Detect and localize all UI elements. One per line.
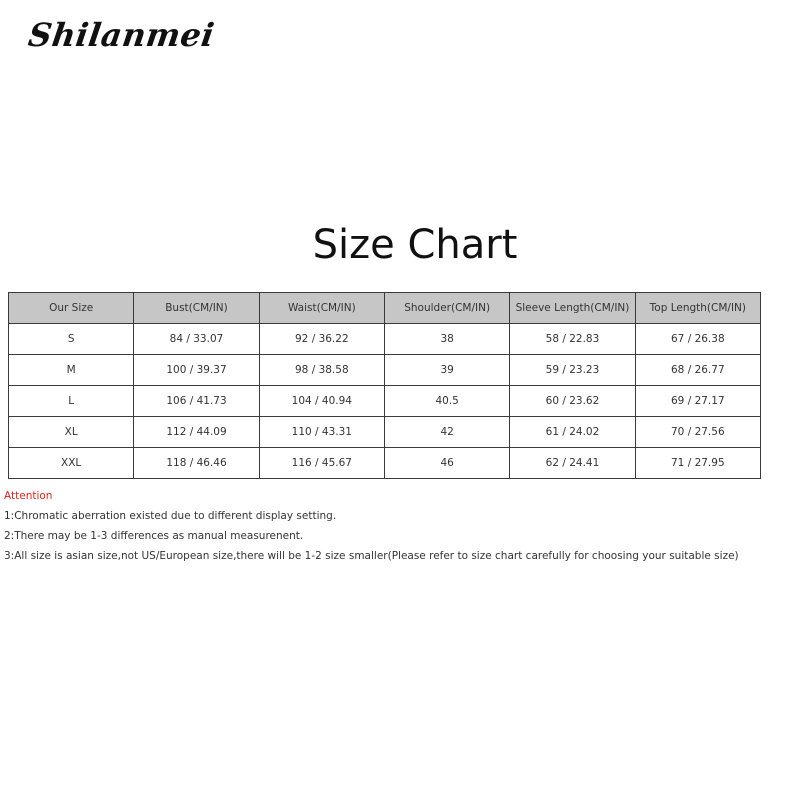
- page-title: Size Chart: [312, 222, 518, 268]
- table-cell-sleeve-length: 61 / 24.02: [510, 417, 635, 448]
- table-cell-size: L: [9, 386, 134, 417]
- table-cell-bust: 100 / 39.37: [134, 355, 259, 386]
- table-cell-size: M: [9, 355, 134, 386]
- table-row: [9, 324, 761, 355]
- table-cell-shoulder: 38: [384, 324, 509, 355]
- note-line-asian-size: 3:All size is asian size,not US/European size,there will be 1-2 size smaller(Please refer to size chart carefully for choosing your suitable size): [4, 550, 739, 562]
- column-header-size: Our Size: [9, 293, 134, 324]
- table-cell-size: XL: [9, 417, 134, 448]
- table-cell-waist: 104 / 40.94: [259, 386, 384, 417]
- table-cell-sleeve-length: 59 / 23.23: [510, 355, 635, 386]
- table-cell-size: S: [9, 324, 134, 355]
- column-header-bust: Bust(CM/IN): [134, 293, 259, 324]
- table-cell-sleeve-length: 62 / 24.41: [510, 448, 635, 479]
- table-cell-waist: 98 / 38.58: [259, 355, 384, 386]
- table-header-row: [9, 293, 761, 324]
- table-cell-bust: 84 / 33.07: [134, 324, 259, 355]
- table-cell-top-length: 67 / 26.38: [635, 324, 760, 355]
- table-cell-top-length: 68 / 26.77: [635, 355, 760, 386]
- table-cell-top-length: 69 / 27.17: [635, 386, 760, 417]
- table-cell-shoulder: 40.5: [384, 386, 509, 417]
- table-cell-top-length: 71 / 27.95: [635, 448, 760, 479]
- table-cell-bust: 112 / 44.09: [134, 417, 259, 448]
- table-cell-waist: 110 / 43.31: [259, 417, 384, 448]
- table-row: [9, 386, 761, 417]
- notes-section: [4, 489, 739, 569]
- table-cell-top-length: 70 / 27.56: [635, 417, 760, 448]
- size-chart-table: [8, 292, 761, 479]
- brand-logo: Shilanmei: [26, 16, 217, 54]
- table-cell-waist: 92 / 36.22: [259, 324, 384, 355]
- table-row: [9, 355, 761, 386]
- table-row: [9, 448, 761, 479]
- table-cell-waist: 116 / 45.67: [259, 448, 384, 479]
- attention-label: Attention: [4, 490, 53, 502]
- table-cell-shoulder: 46: [384, 448, 509, 479]
- column-header-sleeve-length: Sleeve Length(CM/IN): [510, 293, 635, 324]
- table-cell-shoulder: 42: [384, 417, 509, 448]
- table-cell-bust: 106 / 41.73: [134, 386, 259, 417]
- column-header-waist: Waist(CM/IN): [259, 293, 384, 324]
- table-cell-shoulder: 39: [384, 355, 509, 386]
- table-cell-bust: 118 / 46.46: [134, 448, 259, 479]
- column-header-shoulder: Shoulder(CM/IN): [384, 293, 509, 324]
- table-cell-sleeve-length: 58 / 22.83: [510, 324, 635, 355]
- table-cell-size: XXL: [9, 448, 134, 479]
- table-cell-sleeve-length: 60 / 23.62: [510, 386, 635, 417]
- table-row: [9, 417, 761, 448]
- note-line-measurement: 2:There may be 1-3 differences as manual measurenent.: [4, 530, 304, 542]
- note-line-chromatic: 1:Chromatic aberration existed due to different display setting.: [4, 510, 337, 522]
- column-header-top-length: Top Length(CM/IN): [635, 293, 760, 324]
